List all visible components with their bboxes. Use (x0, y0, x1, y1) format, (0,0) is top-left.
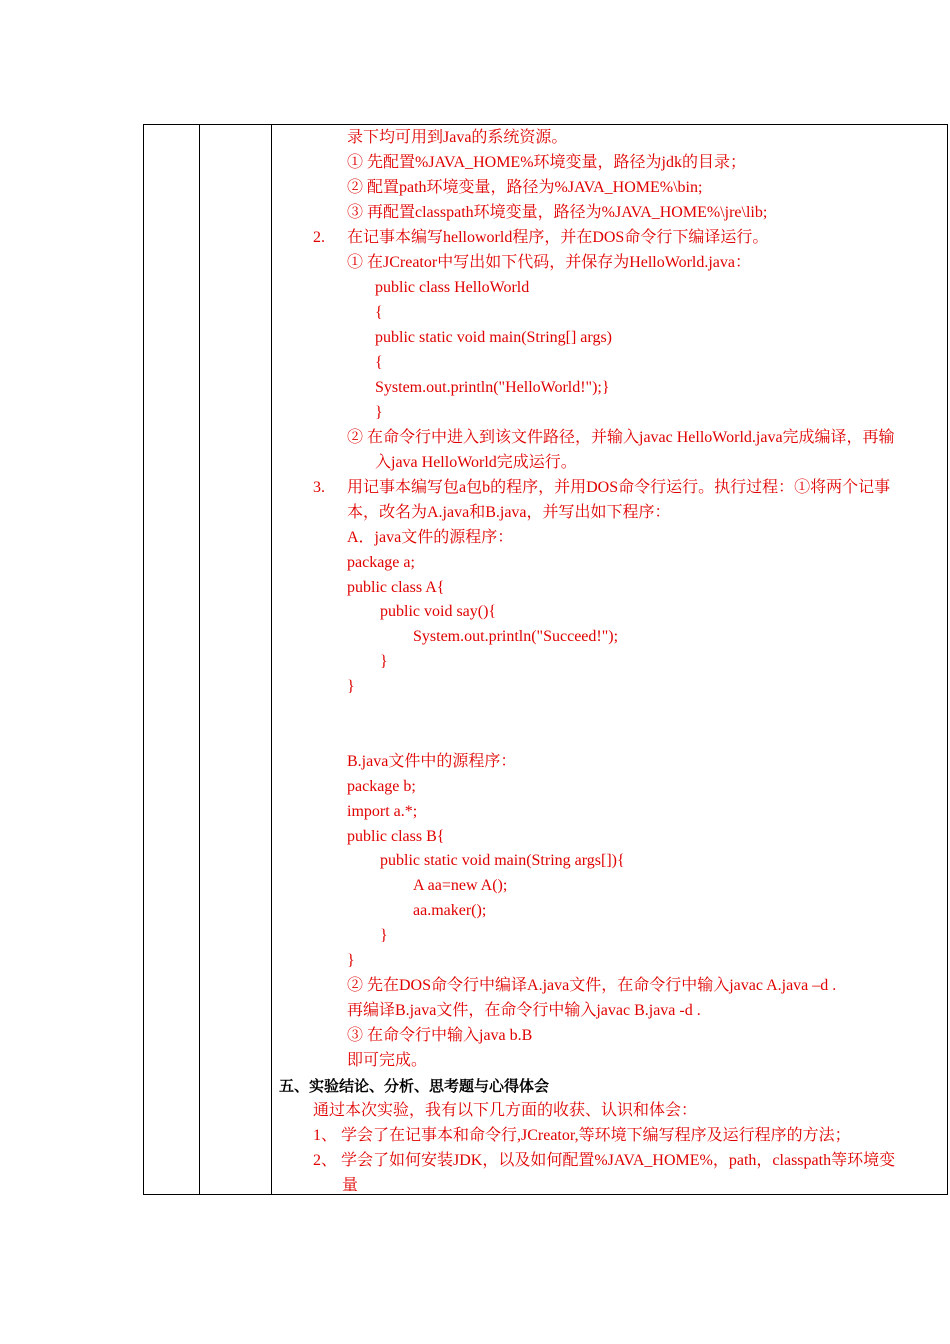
text-line: 量 (342, 1177, 359, 1194)
code-line: package b; (347, 778, 416, 795)
list-number: 2. (313, 229, 325, 246)
code-line: import a.*; (347, 803, 418, 820)
code-line: } (347, 678, 355, 695)
table-column-divider (199, 125, 200, 1194)
text-line: ③ 再配置classpath环境变量，路径为%JAVA_HOME%\jre\lib; (347, 204, 768, 221)
code-line: { (375, 304, 383, 321)
table-column-divider (271, 125, 272, 1194)
code-line: public static void main(String args[]){ (380, 852, 625, 869)
code-line: public static void main(String[] args) (375, 329, 612, 346)
code-line: } (347, 952, 355, 969)
code-line: System.out.println("HelloWorld!");} (375, 379, 610, 396)
code-line: public class HelloWorld (375, 279, 530, 296)
section-heading: 五、实验结论、分析、思考题与心得体会 (279, 1077, 550, 1095)
code-line: aa.maker(); (413, 902, 487, 919)
text-line: 即可完成。 (347, 1052, 428, 1069)
text-line: 通过本次实验，我有以下几方面的收获、认识和体会： (313, 1102, 698, 1119)
code-line: public class A{ (347, 579, 445, 596)
text-line: ③ 在命令行中输入java b.B (347, 1027, 533, 1044)
report-table (143, 124, 948, 1195)
code-line: package a; (347, 554, 415, 571)
list-item: 2、 学会了如何安装JDK，以及如何配置%JAVA_HOME%，path，classpath等环境变 (313, 1152, 896, 1169)
text-line: ① 在JCreator中写出如下代码，并保存为HelloWorld.java： (347, 254, 751, 271)
text-line: 入java HelloWorld完成运行。 (375, 454, 577, 471)
text-line: ② 在命令行中进入到该文件路径，并输入javac HelloWorld.java完成编译，再输 (347, 429, 895, 446)
text-line: 再编译B.java文件，在命令行中输入javac B.java -d . (347, 1002, 701, 1019)
text-line: 录下均可用到Java的系统资源。 (347, 129, 568, 146)
text-line: B.java文件中的源程序： (347, 753, 517, 770)
code-line: A aa=new A(); (413, 877, 508, 894)
code-line: System.out.println("Succeed!"); (413, 628, 619, 645)
text-line: ① 先配置%JAVA_HOME%环境变量，路径为jdk的目录； (347, 154, 746, 171)
code-line: public class B{ (347, 828, 445, 845)
code-line: } (380, 927, 388, 944)
text-line: A．java文件的源程序： (347, 529, 514, 546)
text-line: ② 配置path环境变量，路径为%JAVA_HOME%\bin; (347, 179, 703, 196)
text-line: 在记事本编写helloworld程序，并在DOS命令行下编译运行。 (347, 229, 769, 246)
text-line: 用记事本编写包a包b的程序，并用DOS命令行运行。执行过程：①将两个记事 (347, 479, 891, 496)
text-line: 本，改名为A.java和B.java，并写出如下程序： (347, 504, 671, 521)
list-number: 3. (313, 479, 325, 496)
code-line: public void say(){ (380, 603, 497, 620)
code-line: } (380, 653, 388, 670)
code-line: } (375, 404, 383, 421)
code-line: { (375, 354, 383, 371)
text-line: ② 先在DOS命令行中编译A.java文件，在命令行中输入javac A.java –d . (347, 977, 837, 994)
list-item: 1、 学会了在记事本和命令行,JCreator,等环境下编写程序及运行程序的方法； (313, 1127, 851, 1144)
